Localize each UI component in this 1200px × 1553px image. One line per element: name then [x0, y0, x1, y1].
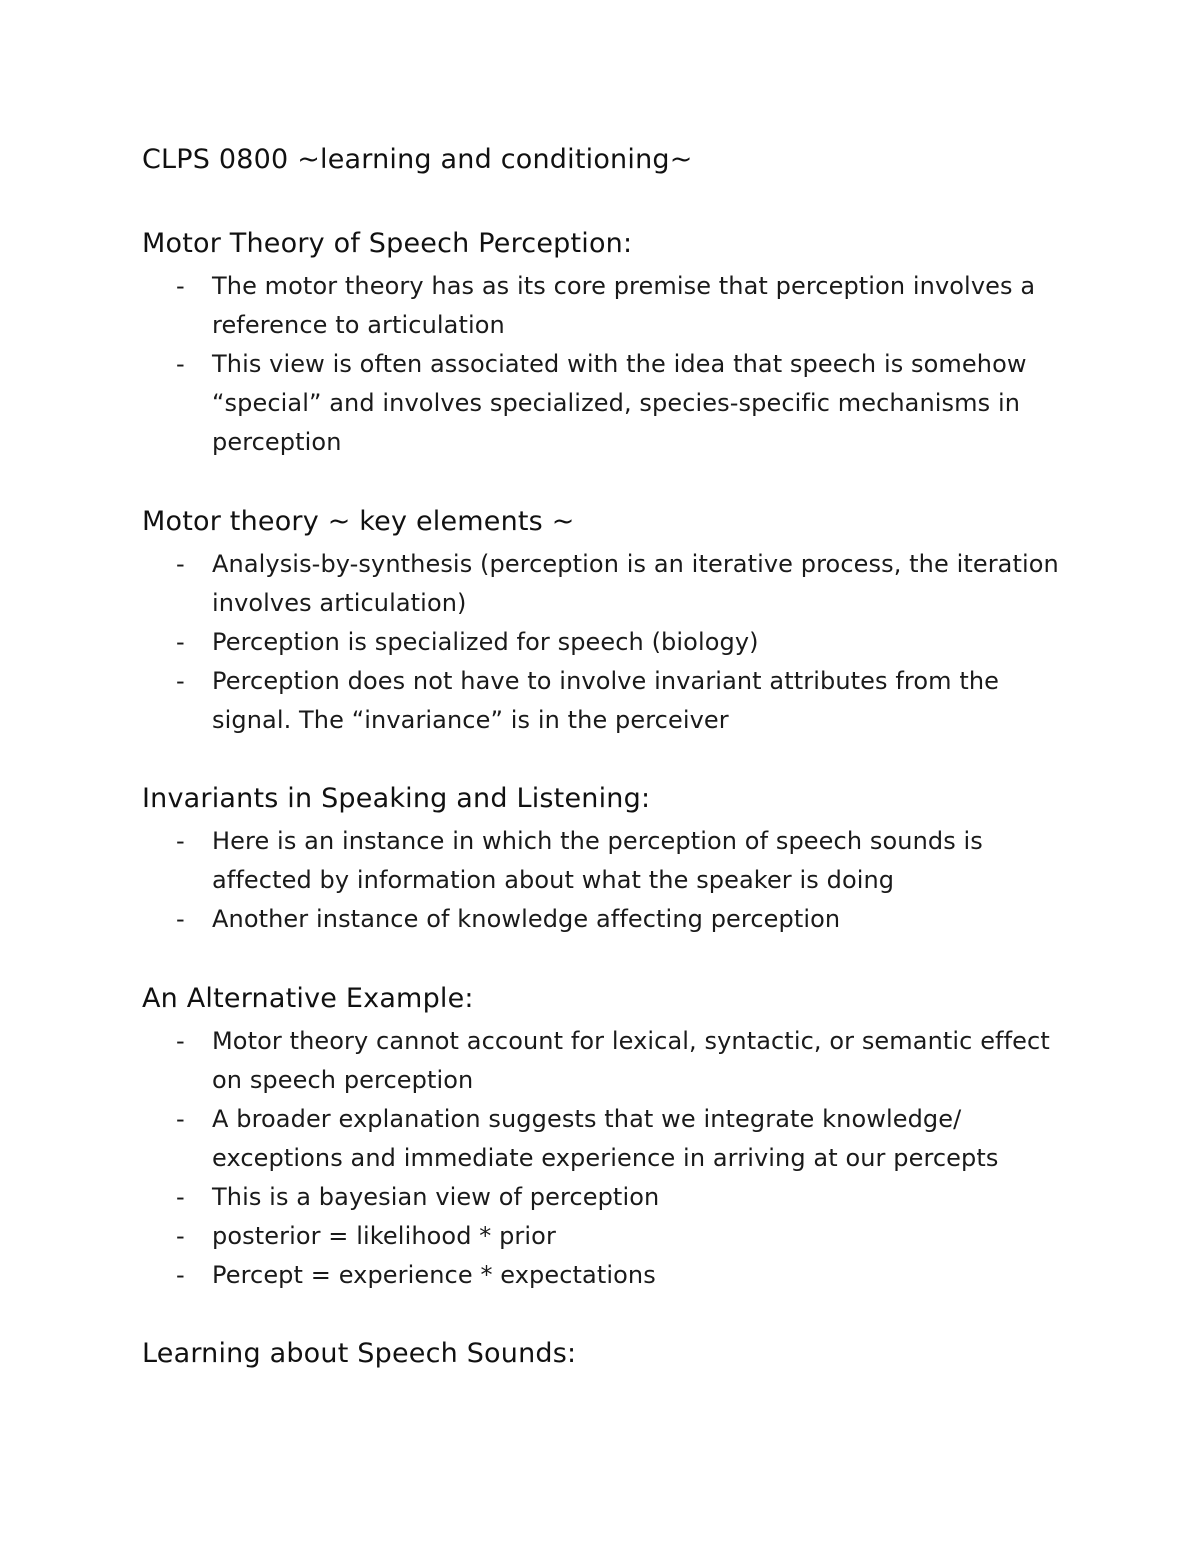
section-invariants [142, 779, 1062, 939]
list-item-text: A broader explanation suggests that we integrate knowledge/ exceptions and immediate experience in arriving at our percepts [212, 1105, 999, 1172]
section-key-elements [142, 502, 1062, 740]
dash-bullet-icon: - [176, 1261, 185, 1289]
section-heading: Motor Theory of Speech Perception: [142, 228, 633, 259]
bullet-list [142, 1022, 1062, 1295]
list-item [142, 345, 1062, 462]
list-item [142, 1217, 1062, 1256]
list-item [142, 900, 1062, 939]
list-item-text: posterior = likelihood * prior [212, 1222, 556, 1250]
bullet-list [142, 267, 1062, 462]
list-item-text: Another instance of knowledge affecting perception [212, 905, 841, 933]
list-item [142, 545, 1062, 623]
dash-bullet-icon: - [176, 1105, 185, 1133]
section-learning-speech-sounds [142, 1334, 1062, 1377]
section-heading: An Alternative Example: [142, 983, 474, 1014]
list-item [142, 1256, 1062, 1295]
dash-bullet-icon: - [176, 1027, 185, 1055]
section-motor-theory [142, 224, 1062, 462]
section-alternative-example [142, 979, 1062, 1295]
section-heading: Motor theory ~ key elements ~ [142, 506, 575, 537]
dash-bullet-icon: - [176, 628, 185, 656]
list-item-text: Perception is specialized for speech (biology) [212, 628, 759, 656]
dash-bullet-icon: - [176, 350, 185, 378]
list-item-text: This is a bayesian view of perception [212, 1183, 660, 1211]
bullet-list [142, 822, 1062, 939]
list-item-text: Analysis-by-synthesis (perception is an iterative process, the iteration involves articulation) [212, 550, 1059, 617]
list-item [142, 1178, 1062, 1217]
dash-bullet-icon: - [176, 550, 185, 578]
list-item-text: Perception does not have to involve invariant attributes from the signal. The “invariance” is in the perceiver [212, 667, 1000, 734]
section-heading: Learning about Speech Sounds: [142, 1338, 577, 1369]
list-item [142, 1022, 1062, 1100]
list-item-text: Motor theory cannot account for lexical, syntactic, or semantic effect on speech perception [212, 1027, 1050, 1094]
dash-bullet-icon: - [176, 1183, 185, 1211]
list-item [142, 623, 1062, 662]
dash-bullet-icon: - [176, 1222, 185, 1250]
list-item-text: The motor theory has as its core premise that perception involves a reference to articulation [212, 272, 1036, 339]
list-item-text: This view is often associated with the idea that speech is somehow “special” and involves specialized, species-specific mechanisms in perception [212, 350, 1027, 456]
dash-bullet-icon: - [176, 667, 185, 695]
list-item-text: Here is an instance in which the perception of speech sounds is affected by information about what the speaker is doing [212, 827, 983, 894]
list-item [142, 822, 1062, 900]
bullet-list [142, 545, 1062, 740]
dash-bullet-icon: - [176, 272, 185, 300]
page-title: CLPS 0800 ~learning and conditioning~ [142, 144, 693, 175]
dash-bullet-icon: - [176, 905, 185, 933]
section-heading: Invariants in Speaking and Listening: [142, 783, 651, 814]
list-item-text: Percept = experience * expectations [212, 1261, 656, 1289]
dash-bullet-icon: - [176, 827, 185, 855]
list-item [142, 1100, 1062, 1178]
list-item [142, 662, 1062, 740]
list-item [142, 267, 1062, 345]
